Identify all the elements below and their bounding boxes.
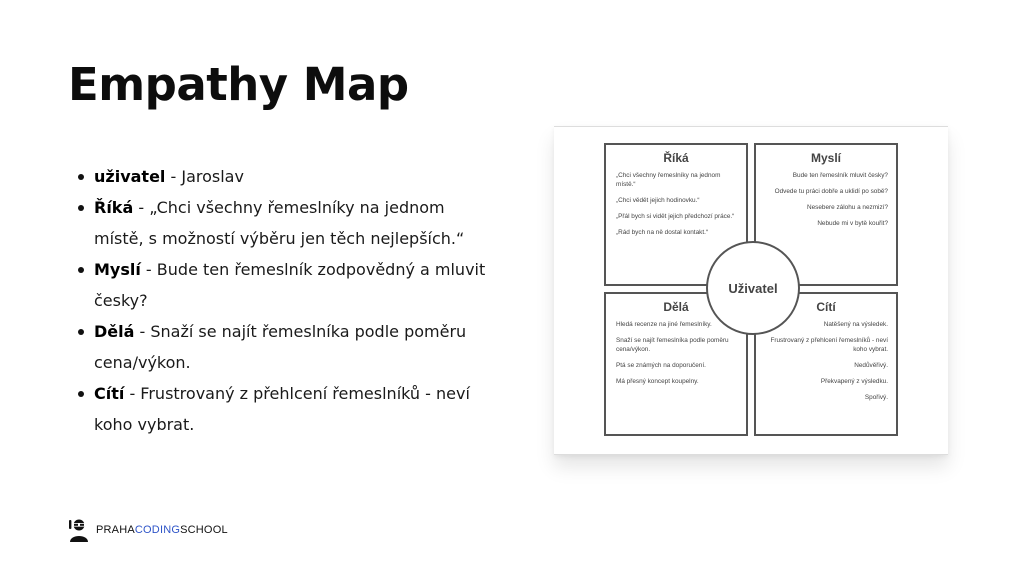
- bullet-term: Myslí: [94, 260, 141, 279]
- quadrant-item: Má přesný koncept koupelny.: [616, 378, 699, 385]
- quadrant-item: Spořivý.: [864, 394, 888, 401]
- quadrant-item: „Přál bych si vidět jejich předchozí práce.“: [616, 213, 735, 220]
- quadrant-heading: Cítí: [816, 300, 836, 314]
- quadrant-item: Nedůvěřivý.: [854, 362, 888, 369]
- bullet-term: Říká: [94, 198, 134, 217]
- bullet-term: Cítí: [94, 384, 125, 403]
- coder-avatar-icon: [68, 518, 90, 542]
- persona-bullet-list: [76, 161, 496, 440]
- quadrant-item: Ptá se známých na doporučení.: [616, 362, 706, 369]
- quadrant-heading: Myslí: [810, 151, 841, 165]
- empathy-map-image: [554, 126, 948, 455]
- quadrant-heading: Dělá: [663, 300, 689, 314]
- quadrant-item: Frustrovaný z přehlcení řemeslníků - neví koho vybrat.: [770, 337, 888, 353]
- quadrant-item: „Rád bych na ně dostal kontakt.“: [616, 229, 709, 236]
- bullet-item-user: [76, 161, 496, 192]
- logo-text-school: SCHOOL: [180, 524, 228, 536]
- quadrant-item: Nesebere zálohu a nezmizí?: [807, 204, 888, 211]
- bullet-term: Dělá: [94, 322, 135, 341]
- quadrant-item: Natěšený na výsledek.: [823, 321, 888, 328]
- quadrant-item: „Chci všechny řemeslníky na jednom místě.“: [616, 172, 721, 188]
- quadrant-item: Bude ten řemeslník mluvit česky?: [792, 172, 888, 179]
- bullet-text: - „Chci všechny řemeslníky na jednom místě, s možností výběru jen těch nejlepších.“: [94, 198, 465, 248]
- bullet-item-citi: [76, 378, 496, 440]
- bullet-item-dela: [76, 316, 496, 378]
- bullet-text: - Bude ten řemeslník zodpovědný a mluvit česky?: [94, 260, 486, 310]
- quadrant-item: Snaží se najít řemeslníka podle poměru cena/výkon.: [616, 337, 729, 353]
- logo-text-praha: PRAHA: [96, 524, 135, 536]
- center-user-circle: Uživatel: [706, 241, 800, 335]
- quadrant-item: Odvede tu práci dobře a uklidí po sobě?: [774, 188, 888, 195]
- bullet-item-rika: [76, 192, 496, 254]
- bullet-text: - Frustrovaný z přehlcení řemeslníků - neví koho vybrat.: [94, 384, 470, 434]
- logo-wordmark: [96, 524, 228, 536]
- quadrant-item: Překvapený z výsledku.: [820, 378, 888, 385]
- quadrant-item: Hledá recenze na jiné řemeslníky.: [616, 321, 712, 328]
- bullet-text: - Snaží se najít řemeslníka podle poměru cena/výkon.: [94, 322, 467, 372]
- quadrant-item: Nebude mi v bytě kouřit?: [817, 220, 888, 227]
- quadrant-item: „Chci vědět jejich hodinovku.“: [616, 197, 700, 204]
- page-title: Empathy Map: [68, 58, 409, 111]
- bullet-item-mysli: [76, 254, 496, 316]
- bullet-text: - Jaroslav: [165, 167, 244, 186]
- logo-text-coding: CODING: [134, 524, 181, 536]
- bullet-term: uživatel: [94, 167, 166, 186]
- quadrant-heading: Říká: [663, 151, 689, 165]
- praha-coding-school-logo: [68, 518, 228, 542]
